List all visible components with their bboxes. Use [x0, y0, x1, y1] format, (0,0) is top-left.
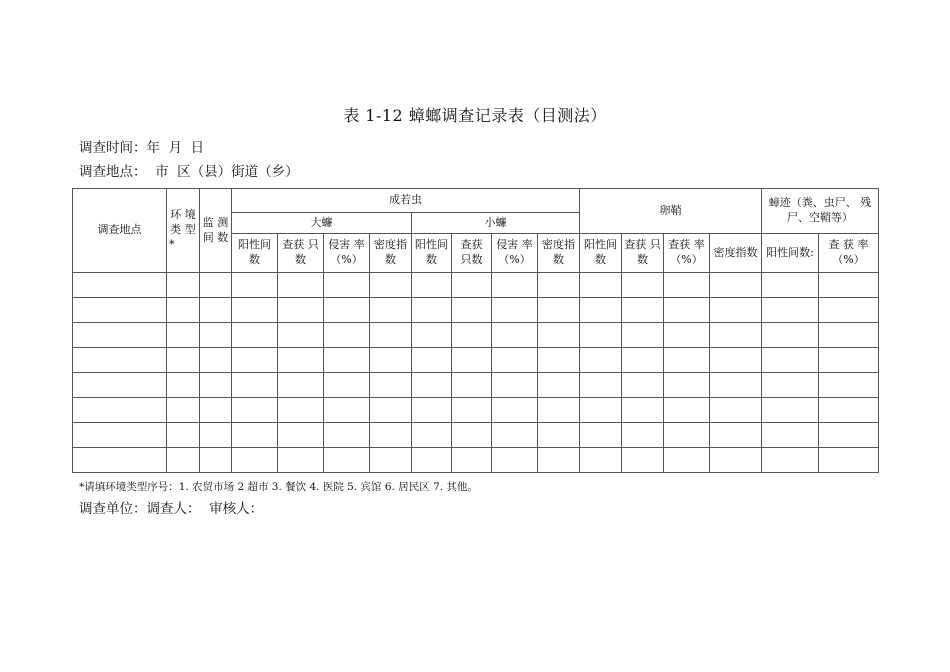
table-cell[interactable]	[622, 448, 664, 473]
table-cell[interactable]	[538, 298, 580, 323]
table-cell[interactable]	[73, 398, 167, 423]
table-cell[interactable]	[492, 448, 538, 473]
table-cell[interactable]	[412, 348, 452, 373]
table-row	[73, 423, 879, 448]
table-cell[interactable]	[710, 298, 762, 323]
table-cell[interactable]	[492, 373, 538, 398]
table-cell[interactable]	[710, 398, 762, 423]
table-cell[interactable]	[762, 423, 819, 448]
table-cell[interactable]	[819, 423, 879, 448]
signoff-line: 调查单位：调查人： 审核人：	[79, 501, 264, 517]
table-cell[interactable]	[819, 448, 879, 473]
table-cell[interactable]	[167, 423, 200, 448]
table-cell[interactable]	[452, 348, 492, 373]
table-cell[interactable]	[580, 398, 622, 423]
table-cell[interactable]	[73, 373, 167, 398]
table-cell[interactable]	[710, 423, 762, 448]
table-cell[interactable]	[580, 448, 622, 473]
table-cell[interactable]	[664, 348, 710, 373]
table-cell[interactable]	[370, 423, 412, 448]
table-cell[interactable]	[324, 448, 370, 473]
table-cell[interactable]	[664, 373, 710, 398]
table-cell[interactable]	[232, 323, 278, 348]
table-cell[interactable]	[167, 273, 200, 298]
table-cell[interactable]	[370, 448, 412, 473]
header-large-density-index: 密度指数	[370, 234, 412, 273]
table-cell[interactable]	[167, 398, 200, 423]
table-cell[interactable]	[538, 448, 580, 473]
table-cell[interactable]	[370, 348, 412, 373]
table-cell[interactable]	[412, 273, 452, 298]
table-cell[interactable]	[819, 398, 879, 423]
table-cell[interactable]	[762, 448, 819, 473]
table-cell[interactable]	[819, 323, 879, 348]
table-cell[interactable]	[324, 323, 370, 348]
table-cell[interactable]	[200, 373, 232, 398]
table-cell[interactable]	[370, 373, 412, 398]
table-cell[interactable]	[664, 273, 710, 298]
table-cell[interactable]	[232, 398, 278, 423]
table-cell[interactable]	[167, 348, 200, 373]
table-cell[interactable]	[324, 398, 370, 423]
table-cell[interactable]	[324, 298, 370, 323]
header-ootheca-caught-count: 查获 只数	[622, 234, 664, 273]
table-cell[interactable]	[412, 323, 452, 348]
table-cell[interactable]	[819, 273, 879, 298]
table-cell[interactable]	[200, 298, 232, 323]
table-cell[interactable]	[73, 273, 167, 298]
header-small-caught-count: 查获 只数	[452, 234, 492, 273]
table-cell[interactable]	[664, 423, 710, 448]
table-cell[interactable]	[710, 373, 762, 398]
table-cell[interactable]	[370, 398, 412, 423]
header-small-cockroach: 小蠊	[412, 213, 580, 234]
table-cell[interactable]	[492, 323, 538, 348]
table-cell[interactable]	[232, 423, 278, 448]
table-cell[interactable]	[232, 273, 278, 298]
table-cell[interactable]	[73, 348, 167, 373]
table-cell[interactable]	[538, 373, 580, 398]
table-row	[73, 273, 879, 298]
table-cell[interactable]	[452, 298, 492, 323]
table-cell[interactable]	[412, 298, 452, 323]
table-cell[interactable]	[819, 373, 879, 398]
table-row	[73, 348, 879, 373]
table-cell[interactable]	[324, 273, 370, 298]
table-cell[interactable]	[167, 323, 200, 348]
table-cell[interactable]	[819, 298, 879, 323]
table-body	[73, 273, 879, 473]
header-ootheca-positive-rooms: 阳性间数	[580, 234, 622, 273]
table-cell[interactable]	[762, 273, 819, 298]
table-cell[interactable]	[622, 398, 664, 423]
table-cell[interactable]	[73, 298, 167, 323]
header-ootheca: 卵鞘	[580, 189, 762, 234]
table-cell[interactable]	[622, 323, 664, 348]
table-row	[73, 298, 879, 323]
table-cell[interactable]	[580, 423, 622, 448]
table-cell[interactable]	[200, 273, 232, 298]
table-cell[interactable]	[762, 348, 819, 373]
table-cell[interactable]	[278, 423, 324, 448]
table-cell[interactable]	[452, 423, 492, 448]
table-cell[interactable]	[200, 423, 232, 448]
table-cell[interactable]	[452, 373, 492, 398]
table-cell[interactable]	[538, 423, 580, 448]
header-small-density-index: 密度指数	[538, 234, 580, 273]
header-monitor-rooms: 监 测 间 数	[200, 189, 232, 273]
table-cell[interactable]	[167, 448, 200, 473]
table-cell[interactable]	[452, 448, 492, 473]
table-cell[interactable]	[580, 273, 622, 298]
survey-time-line: 调查时间：年 月 日	[79, 140, 205, 156]
table-cell[interactable]	[412, 423, 452, 448]
table-cell[interactable]	[538, 323, 580, 348]
table-row	[73, 448, 879, 473]
table-cell[interactable]	[370, 323, 412, 348]
table-cell[interactable]	[370, 298, 412, 323]
table-cell[interactable]	[538, 398, 580, 423]
table-cell[interactable]	[538, 348, 580, 373]
table-cell[interactable]	[324, 373, 370, 398]
table-cell[interactable]	[324, 423, 370, 448]
header-small-positive-rooms: 阳性间数	[412, 234, 452, 273]
table-cell[interactable]	[452, 323, 492, 348]
table-row	[73, 398, 879, 423]
table-cell[interactable]	[232, 348, 278, 373]
table-cell[interactable]	[200, 448, 232, 473]
table-row	[73, 373, 879, 398]
table-cell[interactable]	[664, 298, 710, 323]
table-cell[interactable]	[492, 298, 538, 323]
table-cell[interactable]	[232, 373, 278, 398]
table-cell[interactable]	[412, 373, 452, 398]
table-cell[interactable]	[762, 323, 819, 348]
table-cell[interactable]	[278, 373, 324, 398]
header-traces-positive-rooms: 阳性间数:	[762, 234, 819, 273]
header-large-caught-count: 查获 只数	[278, 234, 324, 273]
table-cell[interactable]	[710, 448, 762, 473]
table-cell[interactable]	[664, 398, 710, 423]
table-cell[interactable]	[200, 398, 232, 423]
header-traces-catch-rate: 查 获 率（%）	[819, 234, 879, 273]
header-location: 调查地点	[73, 189, 167, 273]
header-small-infestation-rate: 侵害 率（%）	[492, 234, 538, 273]
table-cell[interactable]	[73, 323, 167, 348]
table-cell[interactable]	[622, 298, 664, 323]
table-cell[interactable]	[278, 298, 324, 323]
table-cell[interactable]	[452, 273, 492, 298]
table-cell[interactable]	[232, 448, 278, 473]
table-cell[interactable]	[710, 348, 762, 373]
table-cell[interactable]	[167, 298, 200, 323]
table-cell[interactable]	[278, 398, 324, 423]
table-cell[interactable]	[710, 323, 762, 348]
table-cell[interactable]	[762, 298, 819, 323]
header-ootheca-density-index: 密度指数	[710, 234, 762, 273]
record-table	[72, 188, 879, 473]
table-cell[interactable]	[278, 348, 324, 373]
table-cell[interactable]	[492, 273, 538, 298]
table-cell[interactable]	[622, 348, 664, 373]
table-cell[interactable]	[580, 348, 622, 373]
header-large-positive-rooms: 阳性间数	[232, 234, 278, 273]
table-cell[interactable]	[664, 448, 710, 473]
table-cell[interactable]	[278, 448, 324, 473]
table-cell[interactable]	[580, 373, 622, 398]
table-cell[interactable]	[622, 423, 664, 448]
table-cell[interactable]	[492, 398, 538, 423]
table-cell[interactable]	[580, 323, 622, 348]
table-cell[interactable]	[200, 323, 232, 348]
table-cell[interactable]	[762, 398, 819, 423]
table-cell[interactable]	[664, 323, 710, 348]
footnote: *请填环境类型序号：1. 农贸市场 2 超市 3. 餐饮 4. 医院 5. 宾馆 6. 居民区 7. 其他。	[79, 481, 478, 493]
table-cell[interactable]	[412, 448, 452, 473]
table-cell[interactable]	[200, 348, 232, 373]
table-cell[interactable]	[412, 398, 452, 423]
table-cell[interactable]	[324, 348, 370, 373]
table-cell[interactable]	[167, 373, 200, 398]
table-cell[interactable]	[580, 298, 622, 323]
header-env-type: 环 境 类 型 *	[167, 189, 200, 273]
table-cell[interactable]	[278, 323, 324, 348]
table-cell[interactable]	[622, 273, 664, 298]
table-cell[interactable]	[538, 273, 580, 298]
table-cell[interactable]	[452, 398, 492, 423]
table-cell[interactable]	[710, 273, 762, 298]
survey-place-line: 调查地点： 市 区（县）街道（乡）	[79, 164, 299, 180]
table-cell[interactable]	[232, 298, 278, 323]
table-cell[interactable]	[492, 423, 538, 448]
header-adult-nymph: 成若虫	[232, 189, 580, 213]
table-cell[interactable]	[73, 423, 167, 448]
table-cell[interactable]	[278, 273, 324, 298]
table-cell[interactable]	[819, 348, 879, 373]
header-large-cockroach: 大蠊	[232, 213, 412, 234]
table-cell[interactable]	[762, 373, 819, 398]
header-large-infestation-rate: 侵害 率（%）	[324, 234, 370, 273]
header-ootheca-catch-rate: 查获 率（%）	[664, 234, 710, 273]
table-cell[interactable]	[492, 348, 538, 373]
table-cell[interactable]	[73, 448, 167, 473]
document-title: 表 1-12 蟑螂调查记录表（目测法）	[343, 106, 607, 125]
table-cell[interactable]	[370, 273, 412, 298]
header-traces: 蟑迹（粪、虫尸、 残尸、空鞘等）	[762, 189, 879, 234]
table-cell[interactable]	[622, 373, 664, 398]
table-row	[73, 323, 879, 348]
